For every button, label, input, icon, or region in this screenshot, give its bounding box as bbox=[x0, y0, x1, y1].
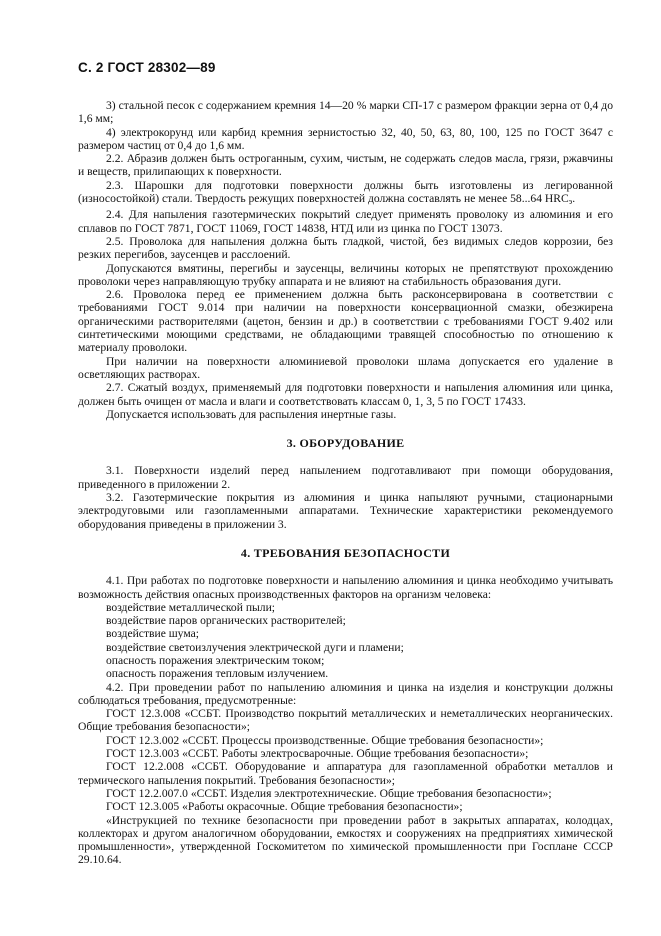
safety-instruction-reference: «Инструкцией по технике безопасности при проведении работ в закрытых аппаратах, колодцах, коллекторах и другом аналогичном оборудовании, емкостях и сооружениях на предприятиях химической промышленности», утвержденной Госкомитетом по химической промышленности при Госплане СССР 29.10.64. bbox=[78, 813, 613, 867]
standard-item: ГОСТ 12.3.005 «Работы окрасочные. Общие требования безопасности»; bbox=[106, 800, 463, 814]
section-3-title: 3. ОБОРУДОВАНИЕ bbox=[286, 436, 405, 451]
standard-item: ГОСТ 12.3.008 «ССБТ. Производство покрытий металлических и неметаллических неорганических. Общие требования безопасности»; bbox=[78, 707, 613, 734]
paragraph-2-5-allowance: Допускаются вмятины, перегибы и заусенцы, величины которых не препятствуют прохождению проволоки через направляющую трубку аппарата и не влияют на стабильность образования дуги. bbox=[78, 261, 613, 288]
list-item-steel-sand: 3) стальной песок с содержанием кремния 14—20 % марки СП-17 с размером фракции зерна от 0,4 до 1,6 мм; bbox=[78, 99, 613, 126]
hazard-item: опасность поражения электрическим током; bbox=[106, 653, 325, 667]
body-text bbox=[78, 99, 613, 867]
paragraph-2-7: 2.7. Сжатый воздух, применяемый для подготовки поверхности и напыления алюминия или цинка, должен быть очищен от масла и влаги и соответствовать классам 0, 1, 3, 5 по ГОСТ 17433. bbox=[78, 381, 613, 408]
hazard-item: опасность поражения тепловым излучением. bbox=[106, 667, 329, 681]
paragraph-2-3-text: 2.3. Шарошки для подготовки поверхности должны быть изготовлены из легированной (износостойкой) стали. Твердость режущих поверхностей должна составлять не менее 58...64 HRC bbox=[78, 178, 613, 206]
paragraph-4-2: 4.2. При проведении работ по напылению алюминия и цинка на изделия и конструкции должны соблюдаться требования, предусмотренные: bbox=[78, 680, 613, 707]
paragraph-2-2: 2.2. Абразив должен быть остроганным, сухим, чистым, не содержать следов масла, грязи, ржавчины и веществ, прилипающих к поверхности. bbox=[78, 152, 613, 179]
hazard-item: воздействие светоизлучения электрической дуги и пламени; bbox=[106, 640, 404, 654]
paragraph-2-7-inert-gases: Допускается использовать для распыления инертные газы. bbox=[106, 407, 397, 421]
paragraph-2-3 bbox=[78, 179, 613, 209]
hazard-item: воздействие паров органических растворителей; bbox=[106, 614, 346, 628]
hazard-item: воздействие металлической пыли; bbox=[106, 600, 276, 614]
paragraph-3-2: 3.2. Газотермические покрытия из алюминия и цинка напыляют ручными, стационарными электродуговыми или газопламенными аппаратами. Технические характеристики рекомендуемого оборудования приведены в приложении 3. bbox=[78, 491, 613, 531]
standard-item: ГОСТ 12.2.008 «ССБТ. Оборудование и аппаратура для газопламенной обработки металлов и термического напыления покрытий. Требования безопасности»; bbox=[78, 760, 613, 787]
paragraph-2-6-sludge: При наличии на поверхности алюминиевой проволоки шлама допускается его удаление в осветляющих растворах. bbox=[78, 354, 613, 381]
running-head: С. 2 ГОСТ 28302—89 bbox=[78, 60, 216, 75]
paragraph-2-5: 2.5. Проволока для напыления должна быть гладкой, чистой, без видимых следов коррозии, без резких перегибов, заусенцев и расслоений. bbox=[78, 234, 613, 262]
paragraph-2-3-tail: . bbox=[572, 192, 576, 206]
hrc-subscript: э bbox=[568, 197, 573, 207]
standard-item: ГОСТ 12.2.007.0 «ССБТ. Изделия электротехнические. Общие требования безопасности»; bbox=[106, 786, 552, 800]
standard-item: ГОСТ 12.3.002 «ССБТ. Процессы производственные. Общие требования безопасности»; bbox=[106, 733, 544, 747]
section-4-title: 4. ТРЕБОВАНИЯ БЕЗОПАСНОСТИ bbox=[240, 545, 451, 560]
standard-item: ГОСТ 12.3.003 «ССБТ. Работы электросварочные. Общие требования безопасности»; bbox=[106, 747, 529, 761]
paragraph-3-1: 3.1. Поверхности изделий перед напылением подготавливают при помощи оборудования, приведенного в приложении 2. bbox=[78, 464, 613, 491]
paragraph-2-4: 2.4. Для напыления газотермических покрытий следует применять проволоку из алюминия и его сплавов по ГОСТ 7871, ГОСТ 11069, ГОСТ 14838, НТД или из цинка по ГОСТ 13073. bbox=[78, 208, 613, 235]
paragraph-4-1: 4.1. При работах по подготовке поверхности и напылению алюминия и цинка необходимо учитывать возможность действия опасных производственных факторов на организм человека: bbox=[78, 574, 613, 601]
paragraph-2-6: 2.6. Проволока перед ее применением должна быть расконсервирована в соответствии с требованиями ГОСТ 9.014 при наличии на поверхности консервационной смазки, обезжирена органическими растворителями (ацетон, бензин и др.) в соответствии с требованиями ГОСТ 9.402 или синтетическими моющими средствами, не обладающими травящей способностью по отношению к материалу проволоки. bbox=[78, 288, 613, 355]
hazard-item: воздействие шума; bbox=[106, 627, 199, 641]
list-item-electrocorundum: 4) электрокорунд или карбид кремния зернистостью 32, 40, 50, 63, 80, 100, 125 по ГОСТ 3647 с размером частиц от 0,4 до 1,6 мм. bbox=[78, 125, 613, 152]
